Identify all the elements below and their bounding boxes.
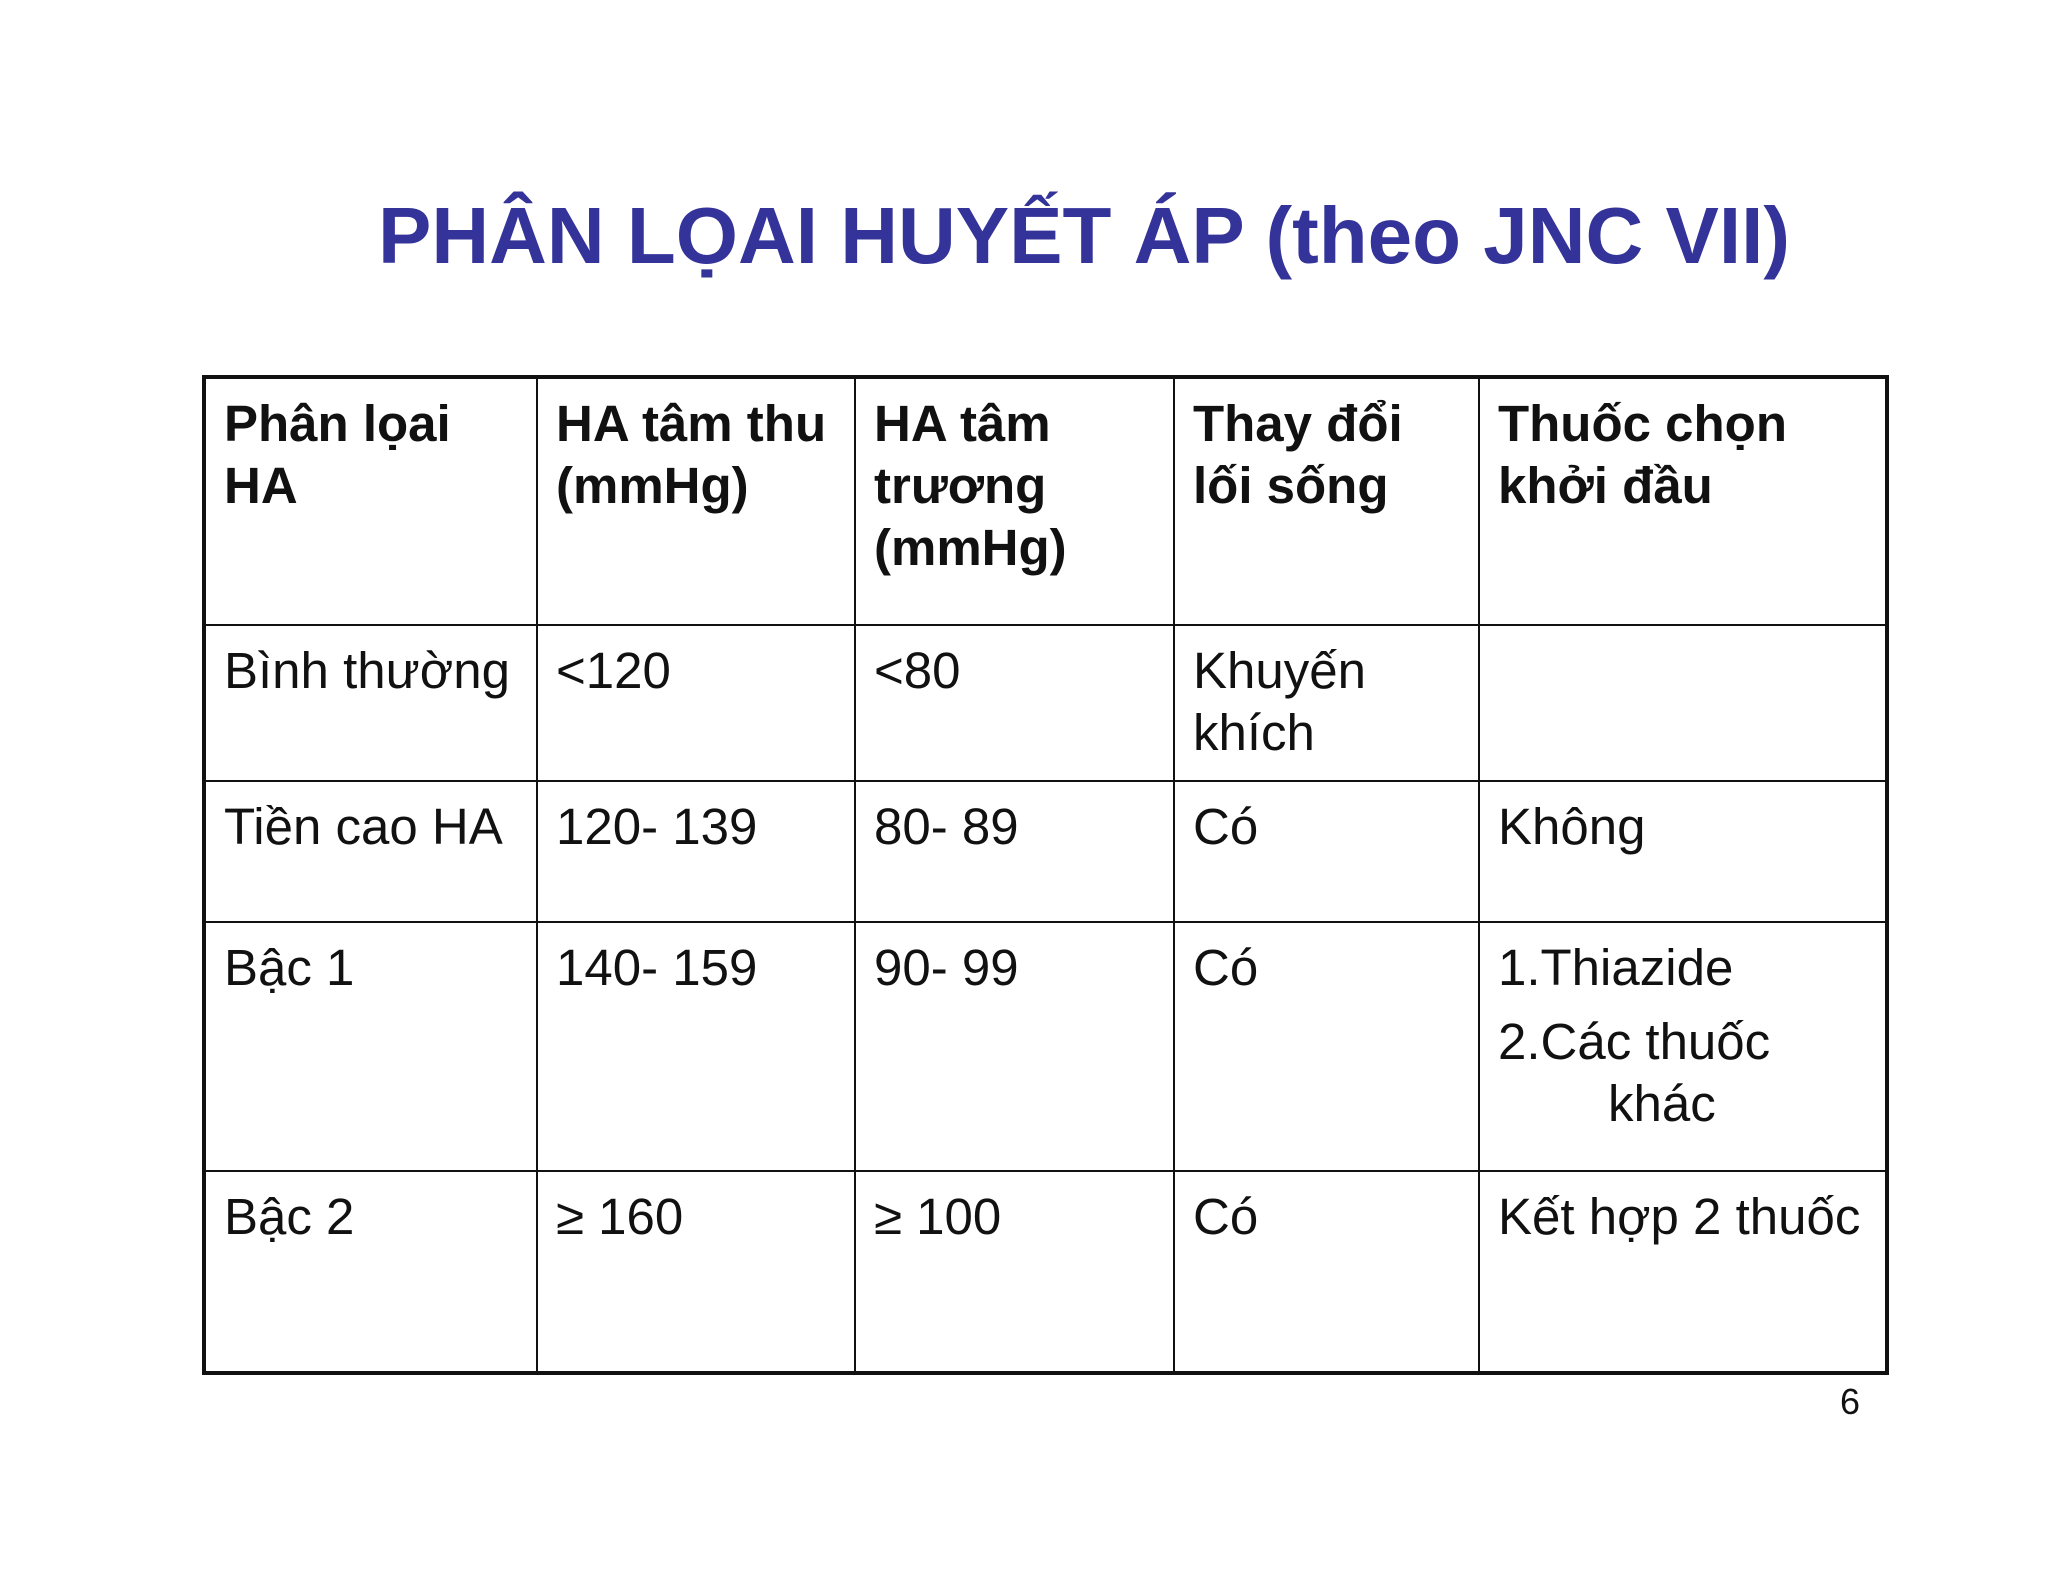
header-text: Phân lọai (224, 395, 451, 452)
header-text: khởi đầu (1498, 457, 1713, 514)
header-text: HA tâm thu (556, 395, 827, 452)
header-systolic (537, 377, 855, 625)
header-text: Thay đổi (1193, 395, 1403, 452)
cell-lifestyle: Có (1174, 781, 1479, 922)
header-text: HA (224, 457, 298, 514)
cell-initial-drug (1479, 625, 1887, 781)
cell-lifestyle: Có (1174, 1171, 1479, 1373)
header-text: (mmHg) (874, 519, 1067, 576)
header-text: HA tâm (874, 395, 1051, 452)
cell-systolic: ≥ 160 (537, 1171, 855, 1373)
table-row (204, 781, 1887, 922)
cell-text: Khuyến (1193, 642, 1366, 699)
cell-text: khích (1193, 704, 1315, 761)
table-row (204, 625, 1887, 781)
cell-lifestyle (1174, 625, 1479, 781)
table-header-row (204, 377, 1887, 625)
cell-classification: Bậc 1 (204, 922, 537, 1171)
header-classification (204, 377, 537, 625)
cell-systolic: <120 (537, 625, 855, 781)
header-diastolic (855, 377, 1174, 625)
header-text: (mmHg) (556, 457, 749, 514)
slide-title: PHÂN LỌAI HUYẾT ÁP (theo JNC VII) (378, 191, 1790, 280)
header-text: Thuốc chọn (1498, 395, 1787, 452)
table-row (204, 922, 1887, 1171)
cell-classification: Bình thường (204, 625, 537, 781)
header-initial-drug (1479, 377, 1887, 625)
page-number: 6 (1839, 1381, 1860, 1422)
cell-diastolic: 90- 99 (855, 922, 1174, 1171)
cell-diastolic: <80 (855, 625, 1174, 781)
header-text: trương (874, 457, 1047, 514)
cell-classification: Tiền cao HA (204, 781, 537, 922)
header-lifestyle (1174, 377, 1479, 625)
cell-initial-drug: Không (1479, 781, 1887, 922)
cell-systolic: 120- 139 (537, 781, 855, 922)
bp-classification-table (202, 375, 1889, 1375)
cell-diastolic: ≥ 100 (855, 1171, 1174, 1373)
header-text: lối sống (1193, 457, 1389, 514)
cell-diastolic: 80- 89 (855, 781, 1174, 922)
cell-initial-drug (1479, 922, 1887, 1171)
cell-systolic: 140- 159 (537, 922, 855, 1171)
drug-list-item: 2.Các thuốc (1498, 1013, 1771, 1070)
table-row (204, 1171, 1887, 1373)
drug-list-item: 1.Thiazide (1498, 939, 1734, 996)
cell-initial-drug: Kết hợp 2 thuốc (1479, 1171, 1887, 1373)
cell-classification: Bậc 2 (204, 1171, 537, 1373)
drug-list-item-continuation: khác (1608, 1075, 1716, 1132)
cell-lifestyle: Có (1174, 922, 1479, 1171)
